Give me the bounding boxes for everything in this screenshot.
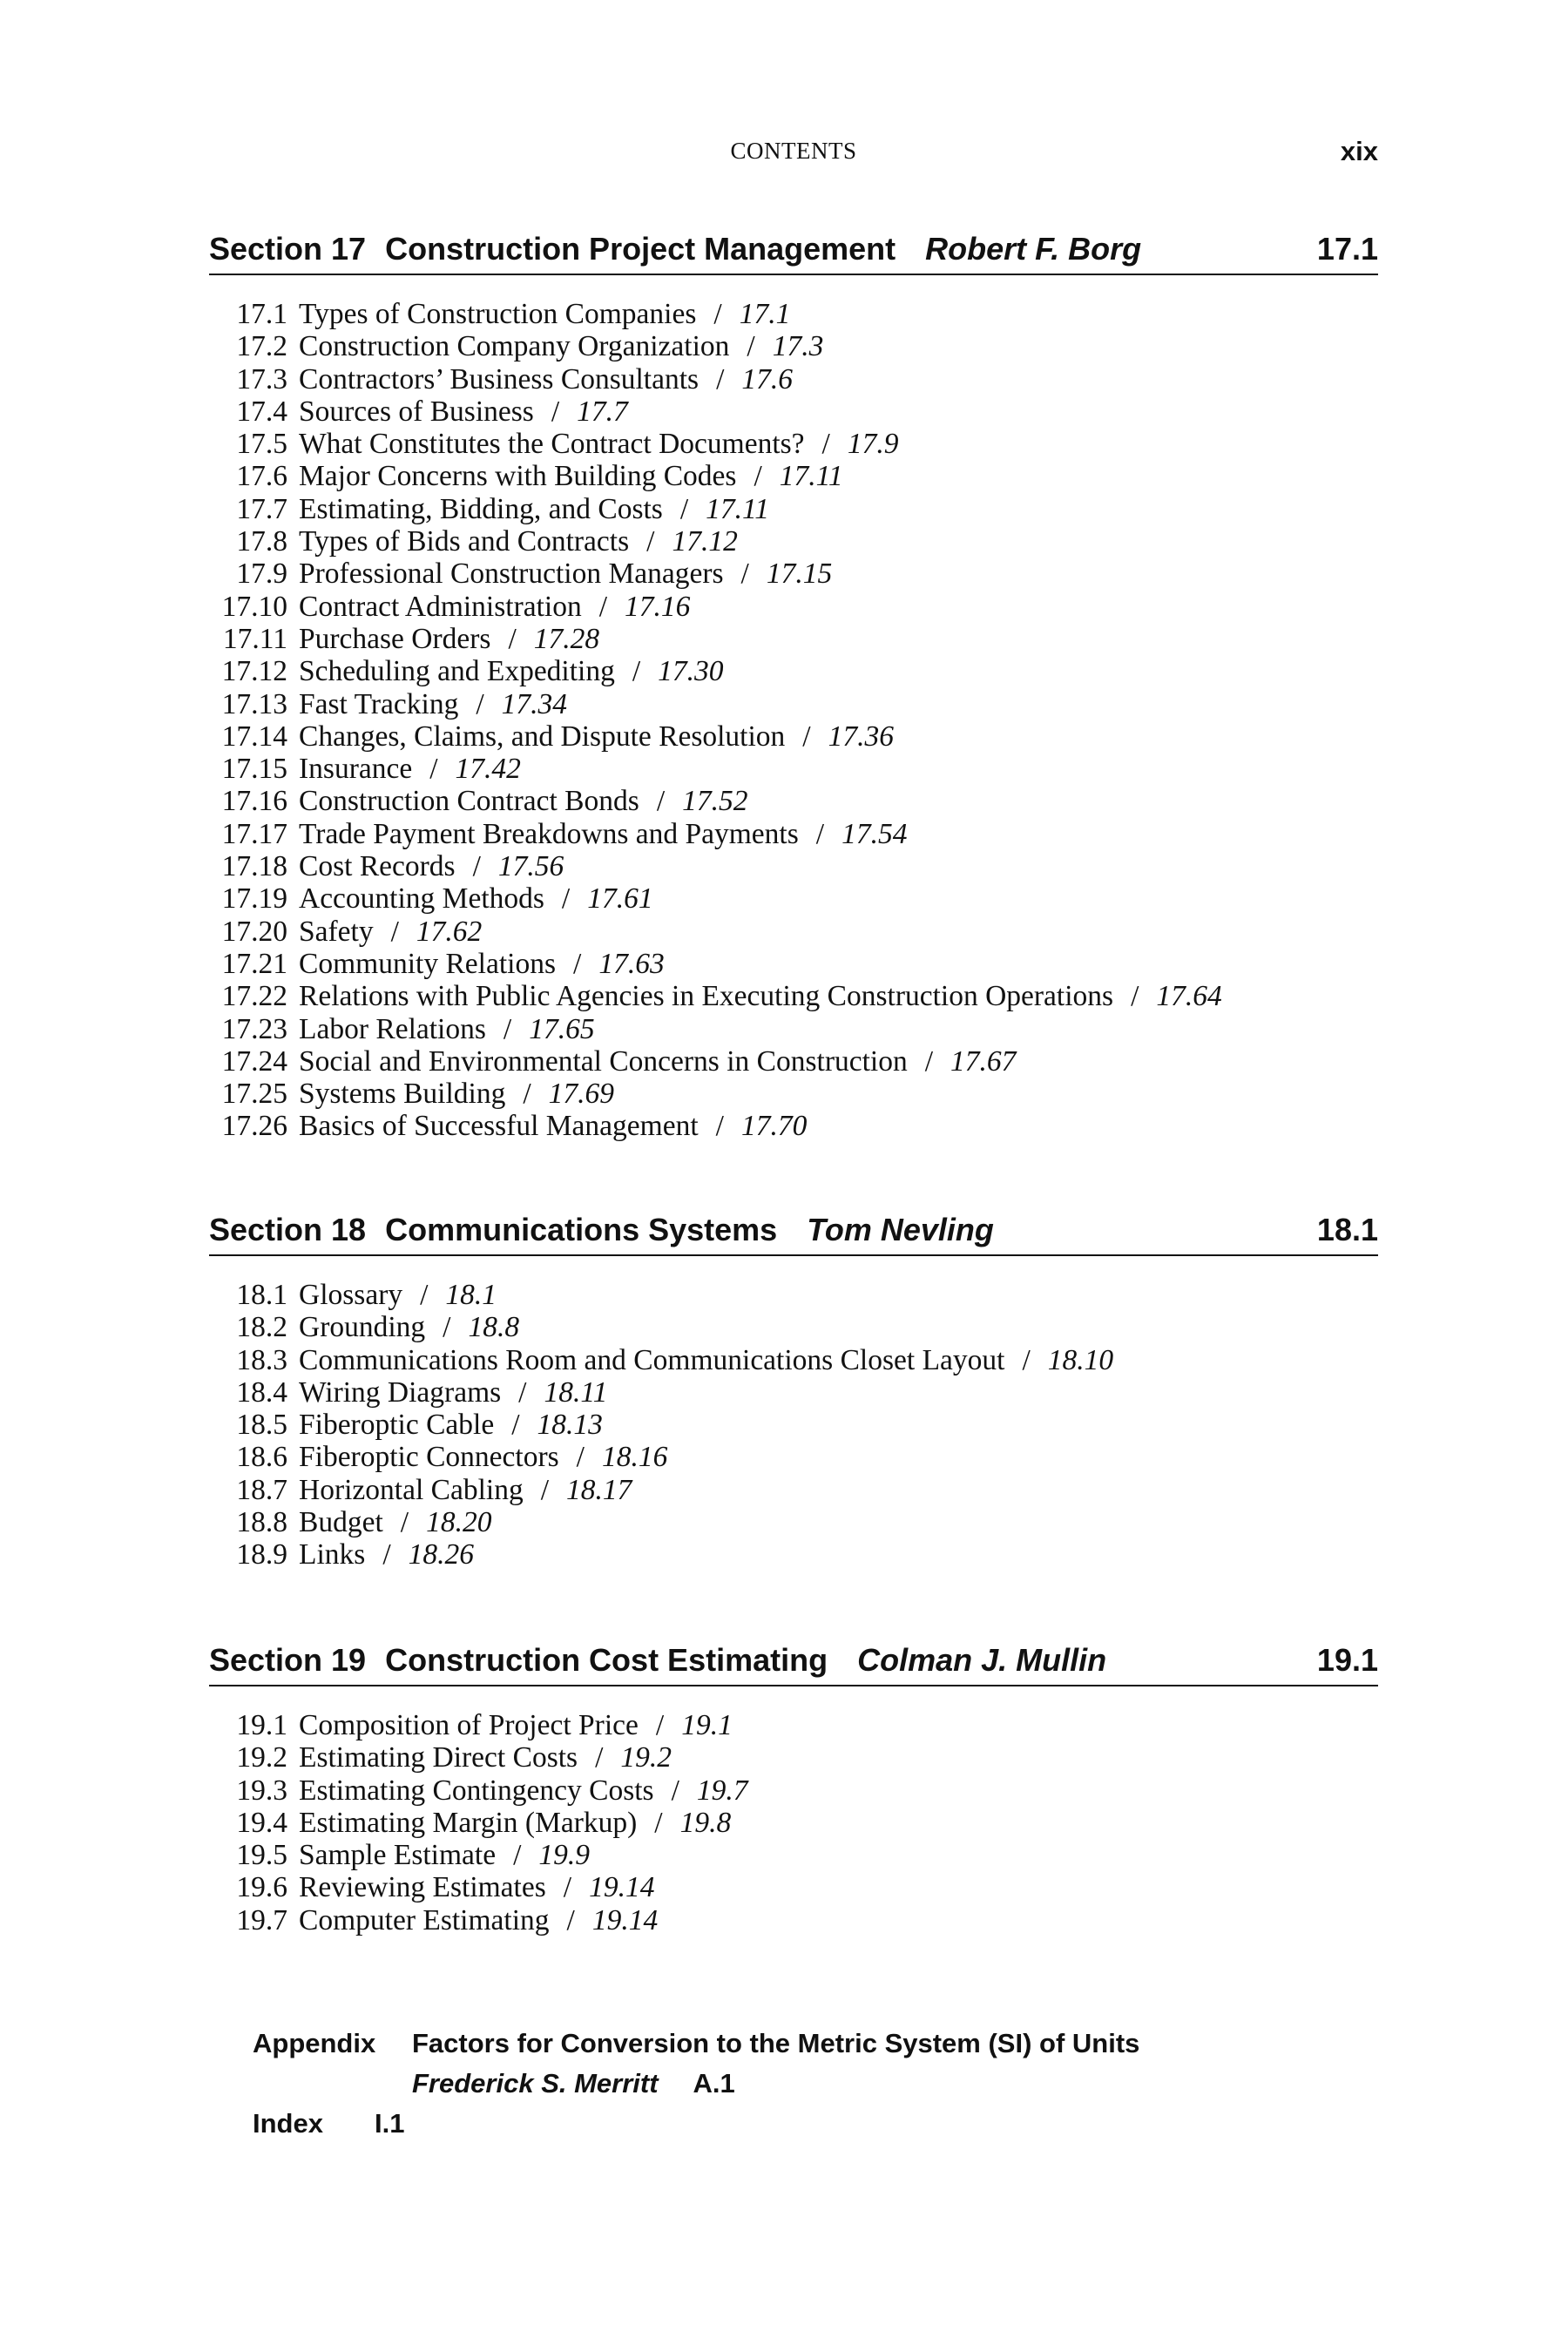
entry-page: 17.11 bbox=[779, 460, 843, 493]
entry-number: 17.14 bbox=[221, 720, 287, 753]
entry-number: 19.7 bbox=[236, 1903, 287, 1936]
entry-separator: / bbox=[513, 1839, 522, 1872]
running-title: CONTENTS bbox=[730, 138, 857, 164]
entry-separator: / bbox=[518, 1375, 527, 1409]
entry-separator: / bbox=[382, 1538, 391, 1571]
toc-entry bbox=[209, 1807, 1378, 1839]
toc-list bbox=[209, 1709, 1378, 1936]
entry-separator: / bbox=[802, 720, 811, 753]
toc-entry bbox=[209, 1871, 1378, 1903]
index-label: Index bbox=[253, 2108, 323, 2139]
toc-entry bbox=[209, 882, 1378, 915]
entry-title: Glossary bbox=[299, 1279, 403, 1311]
section-title: Construction Cost Estimating bbox=[385, 1642, 828, 1678]
entry-separator: / bbox=[420, 1279, 429, 1311]
toc-entry bbox=[209, 850, 1378, 882]
entry-page: 17.65 bbox=[529, 1012, 595, 1045]
entry-separator: / bbox=[400, 1506, 409, 1539]
entry-page: 18.26 bbox=[408, 1538, 474, 1571]
entry-page: 19.7 bbox=[696, 1774, 748, 1807]
toc-entry bbox=[209, 1839, 1378, 1871]
entry-separator: / bbox=[429, 753, 438, 786]
index-page: I.1 bbox=[375, 2108, 405, 2139]
entry-page: 17.12 bbox=[672, 525, 738, 558]
entry-title: Fiberoptic Cable bbox=[299, 1409, 495, 1442]
entry-page: 18.1 bbox=[445, 1279, 497, 1311]
toc-entry bbox=[209, 1344, 1378, 1376]
entry-title: Purchase Orders bbox=[299, 622, 491, 655]
entry-page: 17.1 bbox=[739, 298, 791, 330]
entry-title: Professional Construction Managers bbox=[299, 558, 724, 591]
entry-separator: / bbox=[566, 1903, 575, 1936]
index-entry bbox=[253, 2104, 1298, 2144]
entry-number: 17.18 bbox=[221, 850, 287, 883]
entry-separator: / bbox=[654, 1806, 663, 1839]
section-page: 19.1 bbox=[1316, 1642, 1378, 1678]
entry-page: 17.62 bbox=[416, 915, 483, 948]
entry-number: 19.5 bbox=[236, 1839, 287, 1872]
entry-page: 17.52 bbox=[682, 785, 748, 818]
page-folio: xix bbox=[1340, 136, 1378, 166]
entry-page: 19.8 bbox=[679, 1806, 732, 1839]
entry-title: Scheduling and Expediting bbox=[299, 655, 615, 688]
entry-title: Major Concerns with Building Codes bbox=[299, 460, 737, 493]
entry-title: Basics of Successful Management bbox=[299, 1110, 699, 1143]
entry-number: 17.16 bbox=[221, 785, 287, 818]
entry-number: 17.10 bbox=[221, 590, 287, 623]
entry-separator: / bbox=[390, 915, 399, 948]
entry-number: 17.6 bbox=[236, 460, 287, 493]
entry-title: Construction Contract Bonds bbox=[299, 785, 639, 818]
appendix-label: Appendix bbox=[253, 2028, 376, 2058]
entry-page: 17.28 bbox=[533, 622, 600, 655]
entry-page: 17.16 bbox=[625, 590, 691, 623]
entry-page: 19.14 bbox=[591, 1903, 659, 1936]
toc-entry bbox=[209, 818, 1378, 850]
entry-number: 17.11 bbox=[222, 622, 287, 655]
entry-separator: / bbox=[595, 1741, 604, 1774]
entry-title: Safety bbox=[299, 915, 374, 948]
entry-number: 18.3 bbox=[236, 1343, 287, 1376]
entry-separator: / bbox=[656, 785, 666, 818]
entry-title: Horizontal Cabling bbox=[299, 1473, 524, 1506]
entry-number: 18.1 bbox=[236, 1279, 287, 1311]
entry-number: 18.2 bbox=[236, 1311, 287, 1344]
toc-entry bbox=[209, 1506, 1378, 1538]
entry-separator: / bbox=[671, 1774, 679, 1807]
entry-number: 17.13 bbox=[221, 687, 287, 720]
toc-entry bbox=[209, 655, 1378, 687]
toc-entry bbox=[209, 493, 1378, 525]
entry-page: 19.14 bbox=[589, 1871, 655, 1904]
entry-page: 17.7 bbox=[577, 395, 628, 428]
entry-separator: / bbox=[476, 687, 484, 720]
section-19 bbox=[209, 1636, 1378, 1936]
section-label: Section 19 bbox=[209, 1642, 367, 1678]
toc-entry bbox=[209, 720, 1378, 753]
entry-page: 17.69 bbox=[548, 1078, 615, 1111]
entry-number: 17.20 bbox=[221, 915, 287, 948]
entry-page: 19.1 bbox=[681, 1709, 733, 1741]
entry-page: 17.36 bbox=[828, 720, 894, 753]
entry-title: Construction Company Organization bbox=[299, 330, 730, 363]
entry-number: 19.3 bbox=[236, 1774, 287, 1807]
toc-entry bbox=[209, 785, 1378, 817]
entry-title: Accounting Methods bbox=[299, 882, 544, 916]
toc-entry bbox=[209, 525, 1378, 558]
appendix-entry bbox=[253, 2024, 1298, 2064]
entry-page: 17.64 bbox=[1156, 980, 1222, 1013]
entry-title: Estimating, Bidding, and Costs bbox=[299, 492, 663, 525]
entry-title: Estimating Margin (Markup) bbox=[299, 1806, 638, 1839]
toc-entry bbox=[209, 1474, 1378, 1506]
entry-number: 17.7 bbox=[236, 492, 287, 525]
toc-entry bbox=[209, 688, 1378, 720]
entry-page: 17.42 bbox=[455, 753, 521, 786]
toc-entry bbox=[209, 558, 1378, 590]
appendix-title: Factors for Conversion to the Metric System (SI) of Units bbox=[412, 2028, 1140, 2058]
section-title: Construction Project Management bbox=[385, 231, 896, 267]
entry-page: 17.6 bbox=[741, 362, 793, 395]
section-heading bbox=[209, 1206, 1378, 1256]
toc-entry bbox=[209, 1045, 1378, 1078]
entry-number: 17.21 bbox=[221, 947, 287, 980]
entry-separator: / bbox=[679, 492, 689, 525]
entry-number: 17.15 bbox=[221, 753, 287, 786]
entry-separator: / bbox=[511, 1409, 520, 1442]
entry-title: Composition of Project Price bbox=[299, 1709, 639, 1741]
entry-separator: / bbox=[576, 1441, 585, 1474]
toc-entry bbox=[209, 460, 1378, 492]
entry-page: 17.9 bbox=[847, 428, 899, 461]
toc-entry bbox=[209, 1078, 1378, 1110]
toc-entry bbox=[209, 395, 1378, 428]
section-heading bbox=[209, 225, 1378, 275]
entry-number: 19.4 bbox=[236, 1806, 287, 1839]
section-page: 17.1 bbox=[1316, 231, 1378, 267]
toc-entry bbox=[209, 1774, 1378, 1807]
entry-separator: / bbox=[715, 1110, 724, 1143]
entry-page: 18.11 bbox=[544, 1375, 608, 1409]
entry-separator: / bbox=[561, 882, 571, 916]
entry-separator: / bbox=[563, 1871, 572, 1904]
entry-number: 17.1 bbox=[236, 298, 287, 330]
entry-separator: / bbox=[646, 525, 655, 558]
entry-page: 17.11 bbox=[706, 492, 770, 525]
entry-number: 18.4 bbox=[236, 1375, 287, 1409]
entry-number: 18.6 bbox=[236, 1441, 287, 1474]
section-author: Tom Nevling bbox=[807, 1212, 994, 1247]
entry-page: 17.67 bbox=[950, 1044, 1017, 1078]
toc-entry bbox=[209, 1538, 1378, 1571]
entry-title: Budget bbox=[299, 1506, 383, 1539]
entry-separator: / bbox=[632, 655, 641, 688]
appendix-page: A.1 bbox=[693, 2068, 735, 2099]
entry-title: Insurance bbox=[299, 753, 413, 786]
toc-entry bbox=[209, 948, 1378, 980]
entry-title: Cost Records bbox=[299, 850, 456, 883]
toc-entry bbox=[209, 330, 1378, 362]
entry-number: 17.26 bbox=[221, 1110, 287, 1143]
entry-title: Contractors’ Business Consultants bbox=[299, 362, 700, 395]
section-heading bbox=[209, 1636, 1378, 1686]
entry-page: 19.2 bbox=[620, 1741, 672, 1774]
entry-title: Social and Environmental Concerns in Construction bbox=[299, 1044, 908, 1078]
entry-number: 17.25 bbox=[221, 1078, 287, 1111]
entry-title: Systems Building bbox=[299, 1078, 506, 1111]
toc-entry bbox=[209, 980, 1378, 1012]
entry-separator: / bbox=[754, 460, 762, 493]
entry-separator: / bbox=[508, 622, 517, 655]
entry-separator: / bbox=[1022, 1343, 1031, 1376]
entry-title: Estimating Contingency Costs bbox=[299, 1774, 654, 1807]
entry-page: 18.17 bbox=[566, 1473, 632, 1506]
entry-title: What Constitutes the Contract Documents? bbox=[299, 428, 805, 461]
entry-page: 17.56 bbox=[497, 850, 564, 883]
toc-entry bbox=[209, 1709, 1378, 1741]
entry-number: 19.1 bbox=[236, 1709, 287, 1741]
toc-entry bbox=[209, 363, 1378, 395]
toc-entry bbox=[209, 591, 1378, 623]
entry-separator: / bbox=[540, 1473, 550, 1506]
entry-title: Labor Relations bbox=[299, 1012, 486, 1045]
entry-title: Grounding bbox=[299, 1311, 426, 1344]
appendix-author-line bbox=[253, 2064, 1298, 2104]
running-head bbox=[209, 138, 1378, 172]
entry-separator: / bbox=[924, 1044, 934, 1078]
toc-list bbox=[209, 1279, 1378, 1571]
entry-separator: / bbox=[598, 590, 608, 623]
section-author: Robert F. Borg bbox=[925, 231, 1142, 267]
toc-entry bbox=[209, 1904, 1378, 1936]
entry-page: 17.61 bbox=[587, 882, 653, 916]
toc-list bbox=[209, 298, 1378, 1143]
entry-separator: / bbox=[573, 947, 582, 980]
entry-separator: / bbox=[747, 330, 755, 363]
entry-title: Changes, Claims, and Dispute Resolution bbox=[299, 720, 786, 753]
entry-page: 17.54 bbox=[841, 817, 908, 850]
toc-entry bbox=[209, 1110, 1378, 1142]
toc-entry bbox=[209, 428, 1378, 460]
toc-entry bbox=[209, 1441, 1378, 1473]
entry-page: 17.30 bbox=[658, 655, 724, 688]
entry-separator: / bbox=[815, 817, 825, 850]
entry-number: 18.9 bbox=[236, 1538, 287, 1571]
entry-page: 19.9 bbox=[538, 1839, 591, 1872]
entry-title: Wiring Diagrams bbox=[299, 1375, 502, 1409]
entry-title: Sample Estimate bbox=[299, 1839, 497, 1872]
entry-separator: / bbox=[472, 850, 481, 883]
entry-page: 17.34 bbox=[501, 687, 568, 720]
entry-number: 17.2 bbox=[236, 330, 287, 363]
section-page: 18.1 bbox=[1316, 1212, 1378, 1247]
entry-separator: / bbox=[655, 1709, 665, 1741]
toc-entry bbox=[209, 1741, 1378, 1774]
entry-page: 18.13 bbox=[537, 1409, 603, 1442]
entry-separator: / bbox=[716, 362, 725, 395]
entry-separator: / bbox=[503, 1012, 512, 1045]
entry-number: 17.3 bbox=[236, 362, 287, 395]
entry-title: Reviewing Estimates bbox=[299, 1871, 546, 1904]
entry-title: Relations with Public Agencies in Executing Construction Operations bbox=[299, 980, 1114, 1013]
entry-title: Types of Construction Companies bbox=[299, 298, 697, 330]
entry-number: 17.24 bbox=[221, 1044, 287, 1078]
entry-separator: / bbox=[1131, 980, 1139, 1013]
entry-number: 17.5 bbox=[236, 428, 287, 461]
entry-title: Fast Tracking bbox=[299, 687, 459, 720]
entry-title: Trade Payment Breakdowns and Payments bbox=[299, 817, 799, 850]
entry-number: 17.9 bbox=[236, 558, 287, 591]
toc-entry bbox=[209, 1311, 1378, 1343]
entry-number: 17.17 bbox=[221, 817, 287, 850]
toc-entry bbox=[209, 1409, 1378, 1441]
section-18 bbox=[209, 1206, 1378, 1571]
entry-page: 17.63 bbox=[598, 947, 665, 980]
section-label: Section 18 bbox=[209, 1212, 367, 1247]
entry-number: 18.5 bbox=[236, 1409, 287, 1442]
entry-number: 17.22 bbox=[221, 980, 287, 1013]
entry-title: Sources of Business bbox=[299, 395, 534, 428]
entry-page: 17.70 bbox=[740, 1110, 808, 1143]
section-title: Communications Systems bbox=[385, 1212, 778, 1247]
entry-page: 17.3 bbox=[772, 330, 824, 363]
entry-number: 19.2 bbox=[236, 1741, 287, 1774]
section-author: Colman J. Mullin bbox=[857, 1642, 1107, 1678]
entry-title: Fiberoptic Connectors bbox=[299, 1441, 559, 1474]
entry-number: 17.19 bbox=[221, 882, 287, 916]
entry-separator: / bbox=[443, 1311, 451, 1344]
section-17 bbox=[209, 225, 1378, 1143]
backmatter bbox=[253, 2024, 1298, 2144]
entry-separator: / bbox=[551, 395, 560, 428]
entry-separator: / bbox=[821, 428, 830, 461]
entry-title: Communications Room and Communications Closet Layout bbox=[299, 1343, 1005, 1376]
entry-page: 18.20 bbox=[426, 1506, 492, 1539]
toc-entry bbox=[209, 298, 1378, 330]
entry-number: 19.6 bbox=[236, 1871, 287, 1904]
entry-title: Computer Estimating bbox=[299, 1903, 550, 1936]
entry-separator: / bbox=[740, 558, 749, 591]
toc-entry bbox=[209, 1013, 1378, 1045]
entry-title: Estimating Direct Costs bbox=[299, 1741, 578, 1774]
toc-entry bbox=[209, 753, 1378, 785]
entry-title: Contract Administration bbox=[299, 590, 582, 623]
entry-title: Links bbox=[299, 1538, 366, 1571]
entry-title: Community Relations bbox=[299, 947, 556, 980]
entry-number: 18.7 bbox=[236, 1473, 287, 1506]
entry-page: 18.8 bbox=[468, 1311, 520, 1344]
entry-number: 17.8 bbox=[236, 525, 287, 558]
entry-number: 18.8 bbox=[236, 1506, 287, 1539]
toc-entry bbox=[209, 1376, 1378, 1409]
entry-page: 17.15 bbox=[766, 558, 833, 591]
entry-separator: / bbox=[713, 298, 722, 330]
entry-page: 18.16 bbox=[601, 1441, 668, 1474]
toc-entry bbox=[209, 623, 1378, 655]
toc-entry bbox=[209, 1279, 1378, 1311]
entry-number: 17.4 bbox=[236, 395, 287, 428]
entry-separator: / bbox=[523, 1078, 531, 1111]
appendix-author: Frederick S. Merritt bbox=[412, 2068, 659, 2099]
entry-title: Types of Bids and Contracts bbox=[299, 525, 630, 558]
entry-number: 17.12 bbox=[221, 655, 287, 688]
entry-number: 17.23 bbox=[221, 1012, 287, 1045]
section-label: Section 17 bbox=[209, 231, 367, 267]
entry-page: 18.10 bbox=[1047, 1343, 1114, 1376]
toc-entry bbox=[209, 916, 1378, 948]
